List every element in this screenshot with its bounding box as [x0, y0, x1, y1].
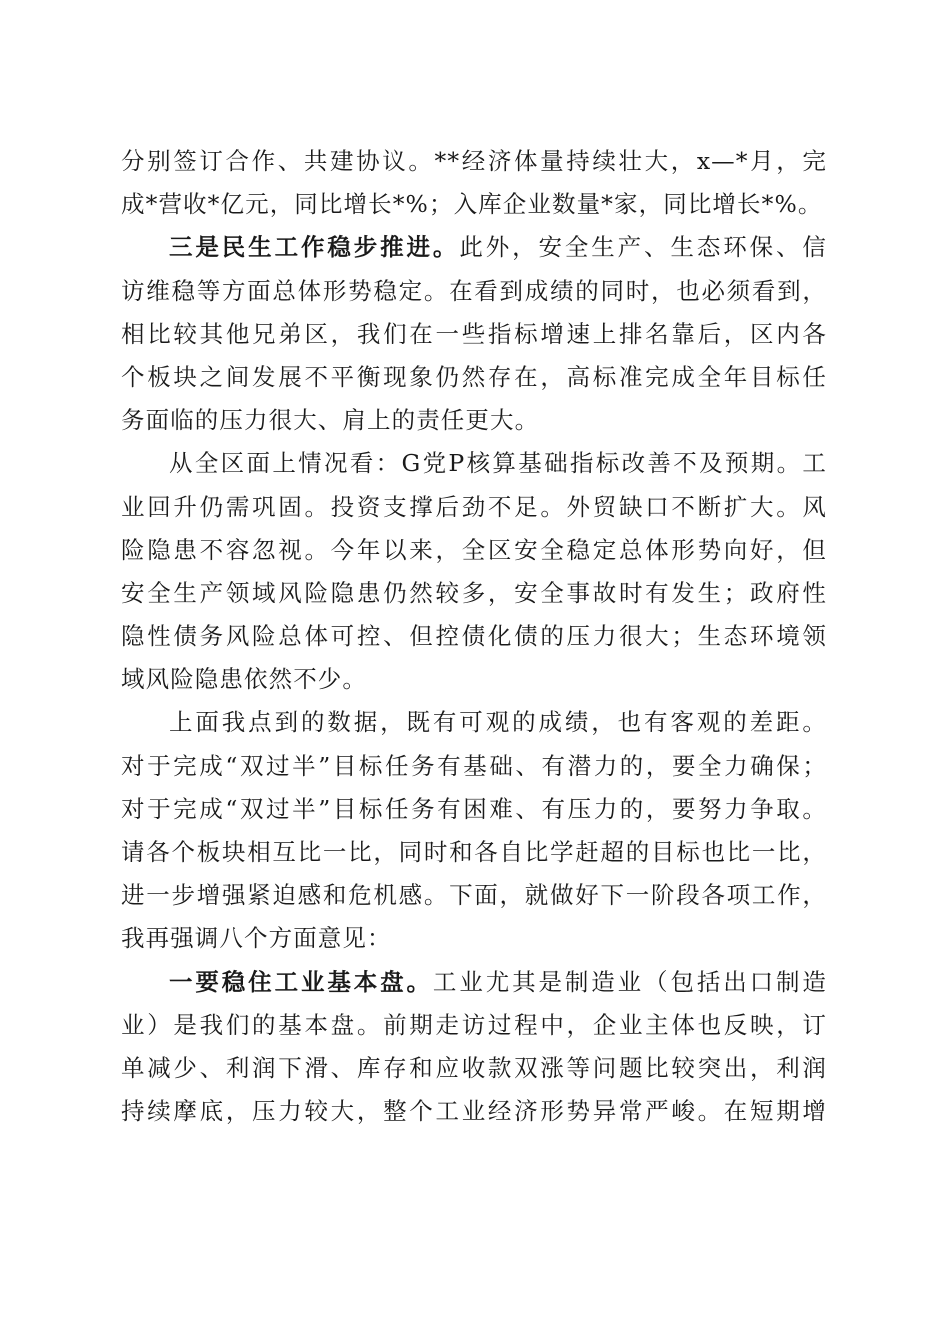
text-line-body: 工业尤其是制造业（包括出口制造: [432, 967, 828, 996]
text-line: 隐性债务风险总体可控、但控债化债的压力很大；生态环境领: [121, 622, 827, 651]
text-line: 业）是我们的基本盘。前期走访过程中，企业主体也反映，订: [121, 1010, 827, 1039]
text-line: 持续摩底，压力较大，整个工业经济形势异常严峻。在短期增: [121, 1097, 827, 1126]
text-line: 对于完成“双过半”目标任务有基础、有潜力的，要全力确保；: [121, 751, 827, 780]
text-line: 域风险隐患依然不少。: [121, 665, 367, 694]
text-line: 险隐患不容忽视。今年以来，全区安全稳定总体形势向好，但: [121, 535, 827, 564]
text-line: 我再强调八个方面意见：: [121, 924, 392, 953]
text-line: 成*营收*亿元，同比增长*%；入库企业数量*家，同比增长*%。: [121, 190, 823, 219]
text-line: 务面临的压力很大、肩上的责任更大。: [121, 406, 540, 435]
text-line: 相比较其他兄弟区，我们在一些指标增速上排名靠后，区内各: [121, 319, 827, 348]
text-line: 进一步增强紧迫感和危机感。下面，就做好下一阶段各项工作，: [121, 881, 827, 910]
paragraph-heading: 三是民生工作稳步推进。: [169, 233, 460, 262]
paragraph-heading: 一要稳住工业基本盘。: [169, 967, 433, 996]
text-line: 安全生产领域风险隐患仍然较多，安全事故时有发生；政府性: [121, 578, 827, 607]
text-line: 单减少、利润下滑、库存和应收款双涨等问题比较突出，利润: [121, 1053, 827, 1082]
text-line: 对于完成“双过半”目标任务有困难、有压力的，要努力争取。: [121, 794, 827, 823]
text-line-body: 此外，安全生产、生态环保、信: [459, 233, 827, 262]
text-line: 业回升仍需巩固。投资支撑后劲不足。外贸缺口不断扩大。风: [121, 492, 827, 521]
text-line: 请各个板块相互比一比，同时和各自比学赶超的目标也比一比，: [121, 838, 827, 866]
text-line: 上面我点到的数据，既有可观的成绩，也有客观的差距。: [169, 708, 827, 737]
document-body: [121, 140, 827, 1133]
text-line: [121, 226, 827, 269]
text-line: 分别签订合作、共建协议。**经济体量持续壮大，x—*月，完: [121, 147, 827, 175]
text-line: 从全区面上情况看：G党P核算基础指标改善不及预期。工: [169, 449, 827, 478]
text-line: [121, 961, 827, 1004]
text-line: 个板块之间发展不平衡现象仍然存在，高标准完成全年目标任: [121, 362, 827, 391]
text-line: 访维稳等方面总体形势稳定。在看到成绩的同时，也必须看到，: [121, 276, 827, 305]
